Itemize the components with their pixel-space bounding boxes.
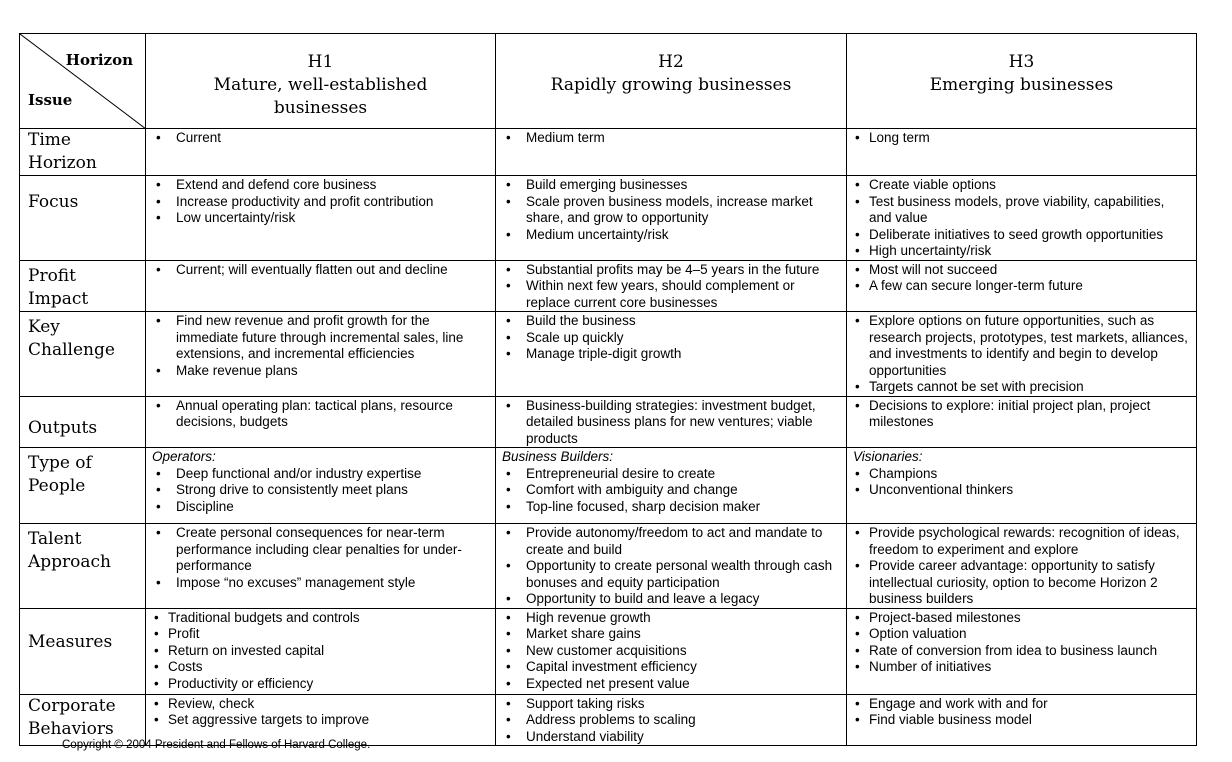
bullet-item: • Deliberate initiatives to seed growth opportunities bbox=[853, 227, 1190, 244]
bullet-item: • Opportunity to create personal wealth through cash bonuses and equity participation bbox=[502, 558, 840, 591]
cell-h3 bbox=[847, 260, 1197, 312]
issue-axis-label: Issue bbox=[28, 91, 73, 109]
bullet-item: • Medium term bbox=[502, 130, 840, 147]
bullet-list bbox=[853, 398, 1190, 431]
row-issue-label bbox=[20, 129, 146, 176]
bullet-list bbox=[502, 525, 840, 608]
issue-label-line: Impact bbox=[28, 288, 89, 309]
cell-h2 bbox=[496, 312, 847, 397]
bullet-item: • Test business models, prove viability, capabilities, and value bbox=[853, 194, 1190, 227]
issue-label-line: Measures bbox=[28, 631, 113, 652]
cell-h2 bbox=[496, 129, 847, 176]
bullet-item: • Substantial profits may be 4–5 years in the future bbox=[502, 262, 840, 279]
bullet-item: • Comfort with ambiguity and change bbox=[502, 482, 840, 499]
copyright-notice: Copyright © 2004 President and Fellows of Harvard College. bbox=[62, 739, 371, 751]
bullet-item: • Market share gains bbox=[502, 626, 840, 643]
bullet-list bbox=[152, 177, 489, 227]
table-row bbox=[20, 524, 1197, 609]
bullet-list bbox=[853, 525, 1190, 608]
row-issue-label bbox=[20, 448, 146, 524]
table-row bbox=[20, 396, 1197, 448]
row-issue-label bbox=[20, 176, 146, 261]
bullet-list bbox=[502, 610, 840, 693]
issue-label-line: Talent bbox=[28, 529, 82, 549]
cell-h1 bbox=[146, 524, 496, 609]
issue-label-line: People bbox=[28, 476, 86, 496]
row-issue-label bbox=[20, 694, 146, 746]
cell-h2 bbox=[496, 524, 847, 609]
bullet-item: • Understand viability bbox=[502, 729, 840, 746]
bullet-list bbox=[152, 313, 489, 379]
cell-h2 bbox=[496, 176, 847, 261]
cell-h2 bbox=[496, 396, 847, 448]
column-code: H2 bbox=[658, 52, 684, 72]
bullet-item: • Number of initiatives bbox=[853, 659, 1190, 676]
bullet-item: • Annual operating plan: tactical plans, resource decisions, budgets bbox=[152, 398, 489, 431]
issue-label-line: Focus bbox=[28, 192, 79, 212]
bullet-item: • Address problems to scaling bbox=[502, 712, 840, 729]
bullet-item: • Project-based milestones bbox=[853, 610, 1190, 627]
bullet-item: • Rate of conversion from idea to business launch bbox=[853, 643, 1190, 660]
column-title: Rapidly growing businesses bbox=[550, 75, 792, 95]
cell-h3 bbox=[847, 312, 1197, 397]
bullet-item: • Impose “no excuses” management style bbox=[152, 575, 489, 592]
bullet-item: • Find new revenue and profit growth for the immediate future through incremental sales, line extensions, and incremental efficiencies bbox=[152, 313, 489, 363]
bullet-item: • Increase productivity and profit contribution bbox=[152, 194, 489, 211]
bullet-item: • Deep functional and/or industry expertise bbox=[152, 466, 489, 483]
bullet-item: • Scale proven business models, increase market share, and grow to opportunity bbox=[502, 194, 840, 227]
bullet-item: • High revenue growth bbox=[502, 610, 840, 627]
table-row bbox=[20, 608, 1197, 694]
bullet-list bbox=[853, 262, 1190, 295]
people-type-label: Business Builders: bbox=[502, 449, 614, 464]
bullet-item: • Extend and defend core business bbox=[152, 177, 489, 194]
bullet-item: • Medium uncertainty/risk bbox=[502, 227, 840, 244]
bullet-item: • Capital investment efficiency bbox=[502, 659, 840, 676]
bullet-list bbox=[853, 177, 1190, 260]
horizon-axis-label: Horizon bbox=[65, 51, 133, 69]
people-type-label: Operators: bbox=[152, 449, 216, 464]
bullet-item: • A few can secure longer-term future bbox=[853, 278, 1190, 295]
issue-label-line: Horizon bbox=[28, 153, 97, 173]
column-header-h1 bbox=[146, 34, 496, 129]
bullet-list bbox=[853, 313, 1190, 396]
cell-h2 bbox=[496, 260, 847, 312]
cell-h3 bbox=[847, 448, 1197, 524]
bullet-list bbox=[502, 262, 840, 312]
bullet-item: • Make revenue plans bbox=[152, 363, 489, 380]
bullet-list bbox=[502, 398, 840, 448]
bullet-item: • New customer acquisitions bbox=[502, 643, 840, 660]
bullet-list bbox=[502, 313, 840, 363]
diagonal-divider bbox=[20, 34, 146, 129]
bullet-item: • Create viable options bbox=[853, 177, 1190, 194]
issue-label-line: Approach bbox=[28, 552, 112, 572]
bullet-item: • Decisions to explore: initial project plan, project milestones bbox=[853, 398, 1190, 431]
bullet-list bbox=[853, 610, 1190, 676]
bullet-list bbox=[152, 262, 489, 279]
bullet-item: • Review, check bbox=[152, 696, 489, 713]
cell-h1 bbox=[146, 260, 496, 312]
bullet-list bbox=[152, 696, 489, 729]
bullet-item: • Long term bbox=[853, 130, 1190, 147]
bullet-item: • Unconventional thinkers bbox=[853, 482, 1190, 499]
bullet-item: • Create personal consequences for near-term performance including clear penalties for under-performance bbox=[152, 525, 489, 575]
bullet-list bbox=[152, 525, 489, 591]
bullet-item: • Strong drive to consistently meet plans bbox=[152, 482, 489, 499]
bullet-list bbox=[502, 177, 840, 243]
bullet-item: • Explore options on future opportunities, such as research projects, prototypes, test markets, alliances, and investments to identify and begin to develop opportunities bbox=[853, 313, 1190, 379]
cell-h3 bbox=[847, 524, 1197, 609]
bullet-item: • Support taking risks bbox=[502, 696, 840, 713]
bullet-list bbox=[152, 610, 489, 693]
bullet-list bbox=[502, 696, 840, 746]
issue-label-line: Corporate bbox=[28, 695, 116, 716]
bullet-list bbox=[502, 130, 840, 147]
cell-h1 bbox=[146, 312, 496, 397]
row-issue-label bbox=[20, 524, 146, 609]
bullet-list bbox=[152, 398, 489, 431]
bullet-list bbox=[853, 130, 1190, 147]
bullet-item: • Build emerging businesses bbox=[502, 177, 840, 194]
bullet-item: • Engage and work with and for bbox=[853, 696, 1190, 713]
bullet-item: • Entrepreneurial desire to create bbox=[502, 466, 840, 483]
cell-h1 bbox=[146, 129, 496, 176]
row-issue-label bbox=[20, 396, 146, 448]
bullet-list bbox=[502, 466, 840, 516]
cell-h3 bbox=[847, 608, 1197, 694]
bullet-item: • Build the business bbox=[502, 313, 840, 330]
bullet-item: • Provide autonomy/freedom to act and mandate to create and build bbox=[502, 525, 840, 558]
bullet-item: • Scale up quickly bbox=[502, 330, 840, 347]
bullet-list bbox=[853, 466, 1190, 499]
table-row bbox=[20, 694, 1197, 746]
column-code: H1 bbox=[307, 52, 334, 72]
bullet-item: • Targets cannot be set with precision bbox=[853, 379, 1190, 396]
bullet-item: • Return on invested capital bbox=[152, 643, 489, 660]
cell-h1 bbox=[146, 694, 496, 746]
bullet-item: • Costs bbox=[152, 659, 489, 676]
bullet-item: • Champions bbox=[853, 466, 1190, 483]
bullet-item: • Traditional budgets and controls bbox=[152, 610, 489, 627]
bullet-list bbox=[152, 466, 489, 516]
table-row bbox=[20, 448, 1197, 524]
bullet-item: • Business-building strategies: investment budget, detailed business plans for new ventures; viable products bbox=[502, 398, 840, 448]
bullet-item: • Within next few years, should complement or replace current core businesses bbox=[502, 278, 840, 311]
bullet-item: • Set aggressive targets to improve bbox=[152, 712, 489, 729]
bullet-item: • Find viable business model bbox=[853, 712, 1190, 729]
cell-h2 bbox=[496, 608, 847, 694]
bullet-item: • Expected net present value bbox=[502, 676, 840, 693]
column-header-h3 bbox=[847, 34, 1197, 129]
row-issue-label bbox=[20, 312, 146, 397]
bullet-item: • Top-line focused, sharp decision maker bbox=[502, 499, 840, 516]
horizons-table bbox=[19, 33, 1197, 746]
bullet-item: • High uncertainty/risk bbox=[853, 243, 1190, 260]
cell-h1 bbox=[146, 176, 496, 261]
issue-label-line: Time bbox=[28, 130, 71, 150]
bullet-item: • Profit bbox=[152, 626, 489, 643]
cell-h2 bbox=[496, 448, 847, 524]
cell-h3 bbox=[847, 129, 1197, 176]
column-title: Emerging businesses bbox=[929, 75, 1114, 95]
header-row bbox=[20, 34, 1197, 129]
row-issue-label bbox=[20, 260, 146, 312]
column-code: H3 bbox=[1008, 52, 1035, 72]
cell-h1 bbox=[146, 608, 496, 694]
issue-label-line: Profit bbox=[28, 265, 76, 286]
cell-h3 bbox=[847, 694, 1197, 746]
corner-cell bbox=[20, 34, 146, 129]
bullet-item: • Discipline bbox=[152, 499, 489, 516]
issue-label-line: Key bbox=[28, 317, 60, 337]
cell-h1 bbox=[146, 448, 496, 524]
bullet-item: • Current; will eventually flatten out and decline bbox=[152, 262, 489, 279]
bullet-item: • Provide psychological rewards: recognition of ideas, freedom to experiment and explore bbox=[853, 525, 1190, 558]
issue-label-line: Outputs bbox=[28, 417, 98, 438]
table-row bbox=[20, 129, 1197, 176]
column-header-h2 bbox=[496, 34, 847, 129]
issue-label-line: Challenge bbox=[28, 340, 115, 360]
table-row bbox=[20, 312, 1197, 397]
cell-h3 bbox=[847, 176, 1197, 261]
table-row bbox=[20, 260, 1197, 312]
row-issue-label bbox=[20, 608, 146, 694]
people-type-label: Visionaries: bbox=[853, 449, 923, 464]
column-title: Mature, well-established businesses bbox=[213, 75, 428, 118]
bullet-item: • Provide career advantage: opportunity to satisfy intellectual curiosity, option to become Horizon 2 business builders bbox=[853, 558, 1190, 608]
bullet-item: • Most will not succeed bbox=[853, 262, 1190, 279]
cell-h2 bbox=[496, 694, 847, 746]
cell-h3 bbox=[847, 396, 1197, 448]
bullet-item: • Option valuation bbox=[853, 626, 1190, 643]
bullet-item: • Current bbox=[152, 130, 489, 147]
cell-h1 bbox=[146, 396, 496, 448]
bullet-list bbox=[152, 130, 489, 147]
bullet-item: • Low uncertainty/risk bbox=[152, 210, 489, 227]
bullet-item: • Opportunity to build and leave a legacy bbox=[502, 591, 840, 608]
horizons-table-container bbox=[19, 33, 1196, 744]
table-row bbox=[20, 176, 1197, 261]
bullet-item: • Manage triple-digit growth bbox=[502, 346, 840, 363]
issue-label-line: Type of bbox=[28, 453, 92, 473]
bullet-list bbox=[853, 696, 1190, 729]
issue-label-line: Behaviors bbox=[28, 718, 114, 739]
bullet-item: • Productivity or efficiency bbox=[152, 676, 489, 693]
